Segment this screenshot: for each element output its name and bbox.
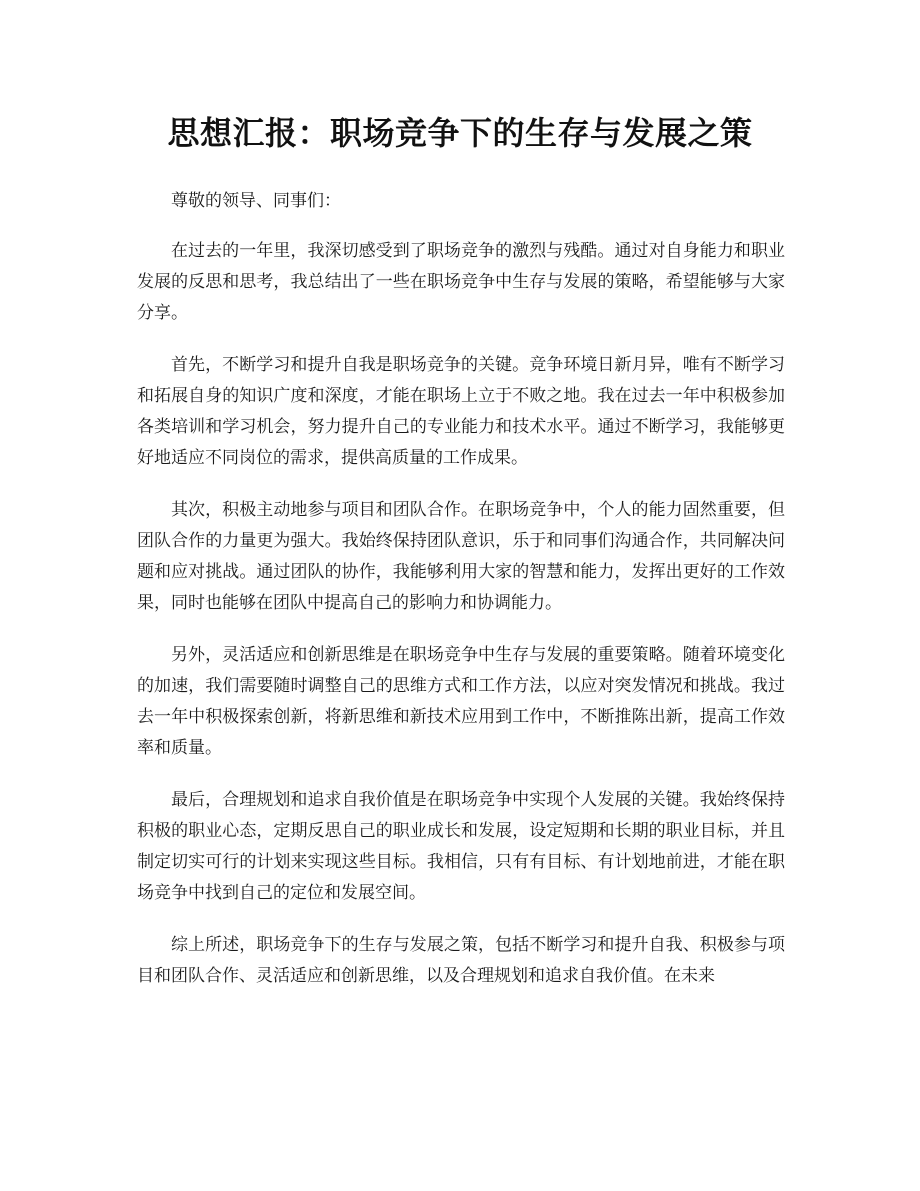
paragraph-intro: 在过去的一年里，我深切感受到了职场竞争的激烈与残酷。通过对自身能力和职业发展的反思和思考，我总结出了一些在职场竞争中生存与发展的策略，希望能够与大家分享。 [137,241,785,323]
paragraph-innovation: 另外，灵活适应和创新思维是在职场竞争中生存与发展的重要策略。随着环境变化的加速，我们需要随时调整自己的思维方式和工作方法，以应对突发情况和挑战。我过去一年中积极探索创新，将新思维和新技术应用到工作中，不断推陈出新，提高工作效率和质量。 [137,645,785,758]
paragraph-teamwork: 其次，积极主动地参与项目和团队合作。在职场竞争中，个人的能力固然重要，但团队合作的力量更为强大。我始终保持团队意识，乐于和同事们沟通合作，共同解决问题和应对挑战。通过团队的协作，我能够利用大家的智慧和能力，发挥出更好的工作效果，同时也能够在团队中提高自己的影响力和协调能力。 [137,500,785,613]
paragraph-planning: 最后，合理规划和追求自我价值是在职场竞争中实现个人发展的关键。我始终保持积极的职业心态，定期反思自己的职业成长和发展，设定短期和长期的职业目标，并且制定切实可行的计划来实现这些目标。我相信，只有有目标、有计划地前进，才能在职场竞争中找到自己的定位和发展空间。 [137,790,785,903]
paragraph-summary: 综上所述，职场竞争下的生存与发展之策，包括不断学习和提升自我、积极参与项目和团队合作、灵活适应和创新思维，以及合理规划和追求自我价值。在未来 [137,935,785,986]
document-body [137,186,785,1013]
salutation: 尊敬的领导、同事们： [171,191,341,211]
paragraph-learning: 首先，不断学习和提升自我是职场竞争的关键。竞争环境日新月异，唯有不断学习和拓展自身的知识广度和深度，才能在职场上立于不败之地。我在过去一年中积极参加各类培训和学习机会，努力提升自己的专业能力和技术水平。通过不断学习，我能够更好地适应不同岗位的需求，提供高质量的工作成果。 [137,355,785,468]
document-title: 思想汇报：职场竞争下的生存与发展之策 [167,114,753,152]
